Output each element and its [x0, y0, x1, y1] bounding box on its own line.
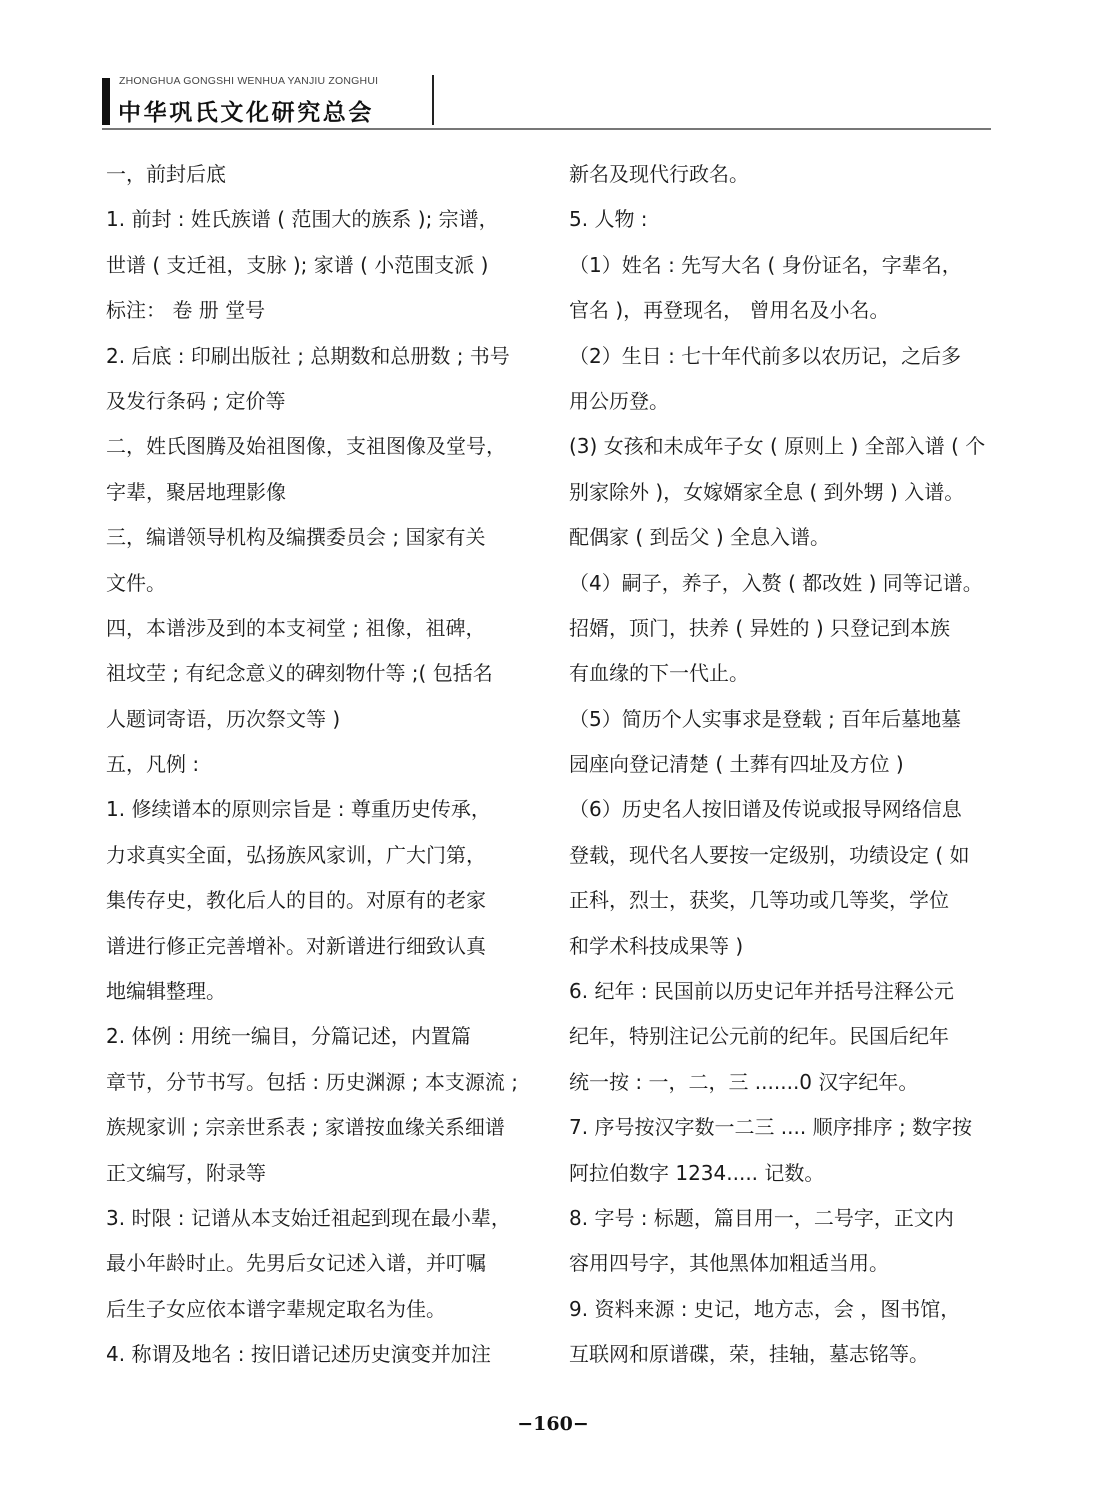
- text-line: （4）嗣子，养子，入赘 ( 都改姓 ) 同等记谱。: [569, 570, 983, 595]
- text-line: 纪年，特别注记公元前的纪年。民国后纪年: [569, 1024, 949, 1049]
- text-line: 9. 资料来源 : 史记，地方志，会 ，图书馆，: [569, 1296, 961, 1321]
- text-line: 7. 序号按汉字数一二三 .... 顺序排序 ; 数字按: [569, 1115, 973, 1140]
- text-line: 标注： 卷 册 堂号: [106, 298, 266, 323]
- text-line: 招婿，顶门，扶养 ( 异姓的 ) 只登记到本族: [569, 615, 951, 640]
- text-line: 阿拉伯数字 1234..... 记数。: [569, 1160, 825, 1185]
- text-line: 统一按 : 一，二，三 .......0 汉字纪年。: [569, 1069, 919, 1094]
- text-line: 4. 称谓及地名 : 按旧谱记述历史演变并加注: [106, 1342, 491, 1367]
- header-rule: [102, 128, 991, 130]
- text-line: 祖坟茔 ; 有纪念意义的碑刻物什等 ;( 包括名: [106, 661, 493, 686]
- text-line: 谱进行修正完善增补。对新谱进行细致认真: [106, 933, 486, 958]
- text-line: 互联网和原谱碟，荣，挂轴，墓志铭等。: [569, 1342, 929, 1367]
- text-line: （6）历史名人按旧谱及传说或报导网络信息: [569, 797, 962, 822]
- text-line: 1. 修续谱本的原则宗旨是 : 尊重历史传承，: [106, 797, 491, 822]
- text-line: 五，凡例 :: [106, 752, 200, 777]
- text-line: 四，本谱涉及到的本支祠堂 ; 祖像，祖碑，: [106, 615, 486, 640]
- text-line: 5. 人物 :: [569, 207, 648, 232]
- text-line: 和学术科技成果等 ): [569, 933, 744, 958]
- text-line: 6. 纪年 : 民国前以历史记年并括号注释公元: [569, 979, 954, 1004]
- text-line: 1. 前封 : 姓氏族谱 ( 范围大的族系 ); 宗谱，: [106, 207, 499, 232]
- text-line: 及发行条码 ; 定价等: [106, 388, 286, 413]
- text-line: 章节，分节书写。包括 : 历史渊源 ; 本支源流 ;: [106, 1069, 519, 1094]
- text-line: 2. 体例 : 用统一编目，分篇记述，内置篇: [106, 1024, 471, 1049]
- text-line: 新名及现代行政名。: [569, 162, 749, 186]
- text-line: 容用四号字，其他黑体加粗适当用。: [569, 1251, 889, 1276]
- text-line: 三，编谱领导机构及编撰委员会 ; 国家有关: [106, 525, 486, 550]
- text-line: 世谱 ( 支迁祖，支脉 ); 家谱 ( 小范围支派 ): [106, 252, 489, 277]
- text-line: （2）生日 : 七十年代前多以农历记，之后多: [569, 343, 962, 368]
- text-line: 二，姓氏图腾及始祖图像，支祖图像及堂号，: [106, 434, 506, 459]
- text-line: (3) 女孩和未成年子女 ( 原则上 ) 全部入谱 ( 个: [569, 434, 986, 459]
- text-line: 字辈，聚居地理影像: [106, 479, 286, 504]
- text-line: 登载，现代名人要按一定级别，功绩设定 ( 如: [569, 842, 970, 867]
- text-line: 用公历登。: [569, 388, 669, 413]
- header-accent-bar: [102, 78, 110, 125]
- text-line: 正文编写，附录等: [106, 1160, 266, 1185]
- text-line: 力求真实全面，弘扬族风家训，广大门第，: [106, 842, 486, 867]
- text-line: 最小年龄时止。先男后女记述入谱，并叮嘱: [106, 1251, 486, 1276]
- text-line: 一，前封后底: [106, 162, 226, 186]
- text-line: 集传存史，教化后人的目的。对原有的老家: [106, 888, 486, 913]
- left-text-column: [106, 152, 550, 1378]
- text-line: 文件。: [106, 570, 166, 595]
- header-divider: [432, 75, 434, 125]
- text-line: 8. 字号 : 标题，篇目用一，二号字，正文内: [569, 1205, 954, 1230]
- text-line: 后生子女应依本谱字辈规定取名为佳。: [106, 1296, 446, 1321]
- right-text-column: [569, 152, 1009, 1378]
- text-line: （1）姓名 : 先写大名 ( 身份证名，字辈名，: [569, 252, 962, 277]
- header-title: 中华巩氏文化研究总会: [118, 99, 374, 126]
- text-line: （5）简历个人实事求是登载 ; 百年后墓地墓: [569, 706, 962, 731]
- text-line: 正科，烈士，获奖，几等功或几等奖，学位: [569, 888, 949, 913]
- text-line: 人题词寄语，历次祭文等 ): [106, 706, 341, 731]
- text-line: 有血缘的下一代止。: [569, 661, 749, 686]
- text-line: 3. 时限 : 记谱从本支始迁祖起到现在最小辈，: [106, 1205, 511, 1230]
- page-number: −160−: [517, 1413, 589, 1435]
- text-line: 园座向登记清楚 ( 土葬有四址及方位 ): [569, 752, 904, 777]
- text-line: 配偶家 ( 到岳父 ) 全息入谱。: [569, 525, 831, 550]
- text-line: 族规家训 ; 宗亲世系表 ; 家谱按血缘关系细谱: [106, 1115, 505, 1140]
- text-line: 2. 后底 : 印刷出版社 ; 总期数和总册数 ; 书号: [106, 343, 510, 368]
- header-latin-title: ZHONGHUA GONGSHI WENHUA YANJIU ZONGHUI: [119, 75, 379, 87]
- text-line: 地编辑整理。: [106, 979, 226, 1004]
- text-line: 别家除外 )，女嫁婿家全息 ( 到外甥 ) 入谱。: [569, 479, 965, 504]
- text-line: 官名 )，再登现名， 曾用名及小名。: [569, 298, 890, 323]
